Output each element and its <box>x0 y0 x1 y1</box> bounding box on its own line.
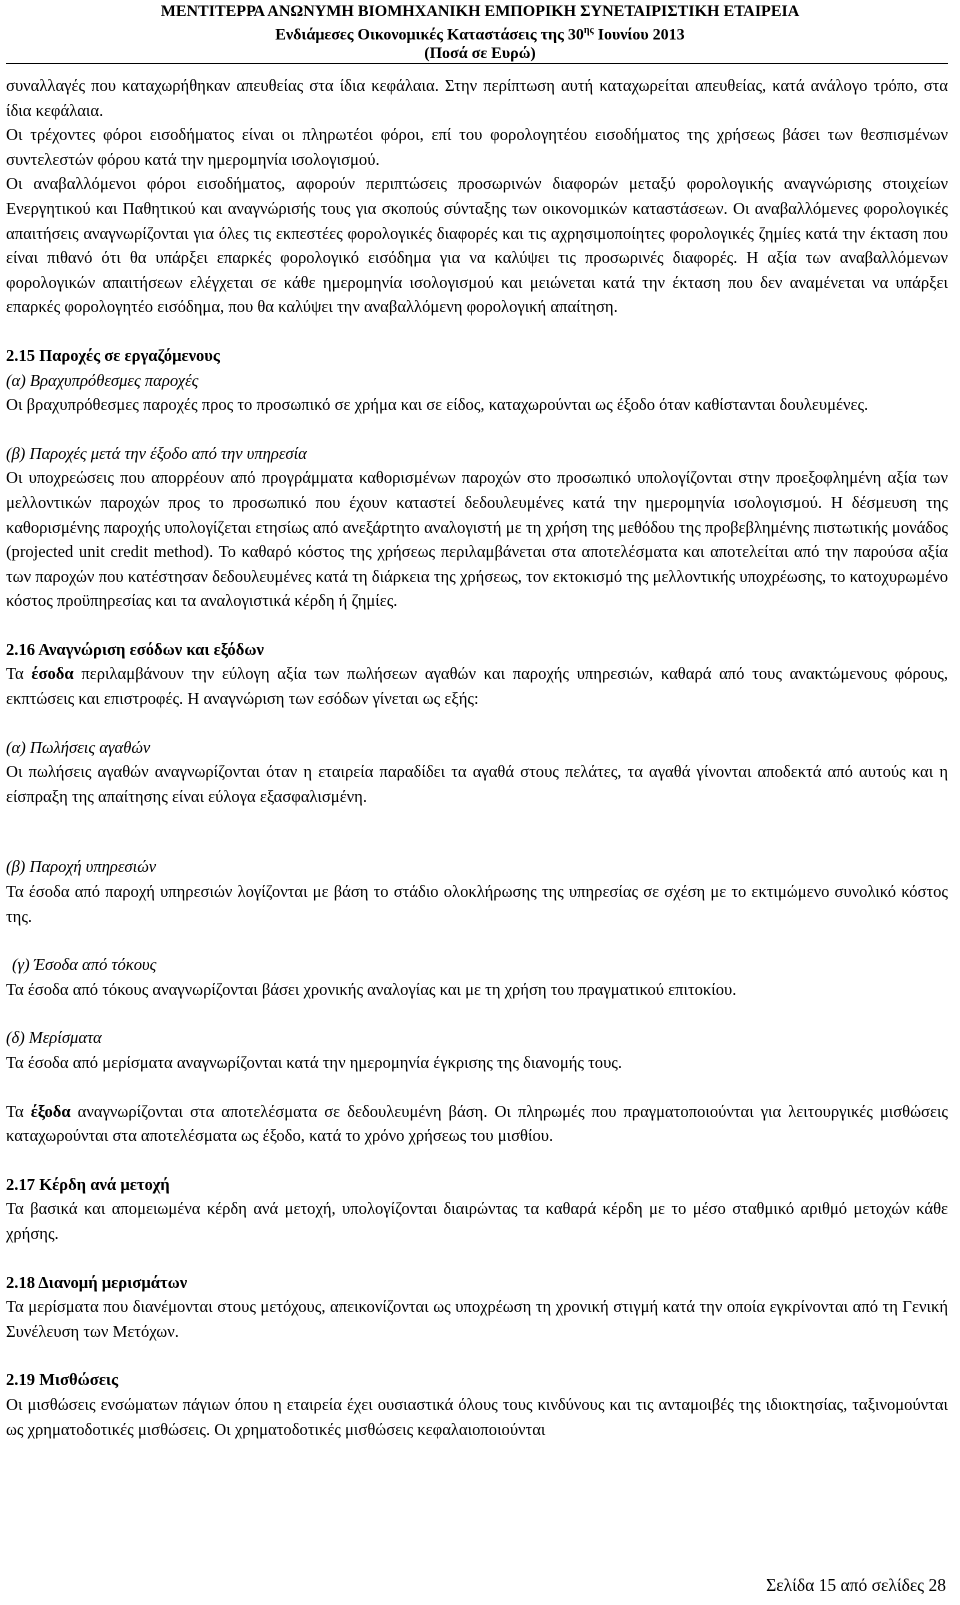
section-heading-2-15: 2.15 Παροχές σε εργαζόμενους <box>6 345 220 365</box>
section-heading-2-19: 2.19 Μισθώσεις <box>6 1370 119 1390</box>
paragraph-leases: Οι μισθώσεις ενσώματων πάγιων όπου η εταιρεία έχει ουσιαστικά όλους τους κινδύνους και τις ανταμοιβές της ιδιοκτησίας, ταξινομούνται ως χρηματοδοτικές μισθώσεις. Οι χρηματοδοτικές μισθώσεις κεφαλαιοποιούνται <box>6 1394 948 1439</box>
paragraph-interest-income: Τα έσοδα από τόκους αναγνωρίζονται βάσει χρονικής αναλογίας και με τη χρήση του πραγματικού επιτοκίου. <box>6 979 737 999</box>
paragraph-dividends: Τα έσοδα από μερίσματα αναγνωρίζονται κατά την ημερομηνία έγκρισης της διανομής τους. <box>6 1053 623 1072</box>
page-number: Σελίδα 15 από σελίδες 28 <box>766 1575 946 1595</box>
paragraph-expenses: Τα έξοδα αναγνωρίζονται στα αποτελέσματα σε δεδουλευμένη βάση. Οι πληρωμές που πραγματοποιούνται για λειτουργικές μισθώσεις καταχωρούνται στα αποτελέσματα ως έξοδο, κατά το χρόνο χρήσεως του μισθίου. <box>6 1101 948 1146</box>
paragraph-current-tax: Οι τρέχοντες φόροι εισοδήματος είναι οι πληρωτέοι φόροι, επί του φορολογητέου εισοδήματος της χρήσεως βάσει των θεσπισμένων συντελεστών φόρου κατά την ημερομηνία ισολογισμού. <box>6 125 948 169</box>
paragraph-revenue-recognition: Τα έσοδα περιλαμβάνουν την εύλογη αξία των πωλήσεων αγαθών και παροχής υπηρεσιών, καθαρά από τους ανακτώμενους φόρους, εκπτώσεις και επιστροφές. Η αναγνώριση των εσόδων γίνεται ως εξής: <box>6 664 948 709</box>
paragraph-deferred-tax: Οι αναβαλλόμενοι φόροι εισοδήματος, αφορούν περιπτώσεις προσωρινών διαφορών μεταξύ φορολογικής αναγνώρισης στοιχείων Ενεργητικού και Παθητικού και αναγνώρισής τους για σκοπούς σύνταξης των οικονομικών καταστάσεων. Οι αναβαλλόμενες φορολογικές απαιτήσεις αναγνωρίζονται για όλες τις εκπεστέες φορολογικές διαφορές και τις αχρησιμοποίητες φορολογικές ζημίες κατά την έκταση που είναι πιθανό ότι θα υπάρξει επαρκές φορολογικό εισόδημα για να καλύψει τις προσωρινές διαφορές. Η αξία των αναβαλλόμενων φορολογικών απαιτήσεων ελέγχεται σε κάθε ημερομηνία ισολογισμού και μειώνεται κατά την έκταση που δεν αναμένεται να υπάρξει επαρκές φορολογητέο εισόδημα, που θα καλύψει την αναβαλλόμενη φορολογική απαίτηση. <box>6 174 948 317</box>
paragraph-carry-over: συναλλαγές που καταχωρήθηκαν απευθείας στα ίδια κεφάλαια. Στην περίπτωση αυτή καταχωρείται απευθείας, κατά ανάλογο τρόπο, στα ίδια κεφάλαια. <box>6 76 948 120</box>
company-name: ΜΕΝΤΙΤΕΡΡΑ ΑΝΩΝΥΜΗ ΒΙΟΜΗΧΑΝΙΚΗ ΕΜΠΟΡΙΚΗ ΣΥΝΕΤΑΙΡΙΣΤΙΚΗ ΕΤΑΙΡΕΙΑ <box>160 3 800 20</box>
subheading-short-term-benefits: (α) Βραχυπρόθεσμες παροχές <box>6 370 199 390</box>
subheading-services: (β) Παροχή υπηρεσιών <box>6 857 157 877</box>
document-header <box>0 2 960 63</box>
paragraph-short-term-benefits: Οι βραχυπρόθεσμες παροχές προς το προσωπικό σε χρήμα και σε είδος, καταχωρούνται ως έξοδο όταν καθίστανται δουλευμένες. <box>6 395 869 415</box>
paragraph-post-employment: Οι υποχρεώσεις που απορρέουν από προγράμματα καθορισμένων παροχών στο προσωπικό υπολογίζονται στην προεξοφλημένη αξία των μελλοντικών παροχών προς το προσωπικό που έχουν καταστεί δεδουλευμένες κατά την ημερομηνία ισολογισμού. Η δέσμευση της καθορισμένης παροχής υπολογίζεται ετησίως από ανεξάρτητο αναλογιστή με τη χρήση της μεθόδου της προβεβλημένης πιστωτικής μονάδος (projected unit credit method). Το καθαρό κόστος της χρήσεως περιλαμβάνεται στα αποτελέσματα και αποτελείται από την παρούσα αξία των παροχών που κατέστησαν δεδουλευμένες κατά τη διάρκεια της χρήσεως, τον εκτοκισμό της μελλοντικής υποχρέωσης, το κατοχυρωμένο κόστος προϋπηρεσίας και τα αναλογιστικά κέρδη ή ζημίες. <box>6 468 948 611</box>
paragraph-earnings-per-share: Τα βασικά και απομειωμένα κέρδη ανά μετοχή, υπολογίζονται διαιρώντας τα καθαρά κέρδη με το μέσο σταθμικό αριθμό μετοχών κάθε χρήσης. <box>6 1199 948 1243</box>
subheading-sales-of-goods: (α) Πωλήσεις αγαθών <box>6 737 151 757</box>
currency-note: (Ποσά σε Ευρώ) <box>424 45 536 63</box>
paragraph-sales-of-goods: Οι πωλήσεις αγαθών αναγνωρίζονται όταν η εταιρεία παραδίδει τα αγαθά στους πελάτες, τα αγαθά γίνονται αποδεκτά από αυτούς και η είσπραξη της απαίτησης είναι εύλογα εξασφαλισμένη. <box>6 762 948 806</box>
paragraph-dividend-distribution: Τα μερίσματα που διανέμονται στους μετόχους, απεικονίζονται ως υποχρέωση τη χρονική στιγμή κατά την οποία εγκρίνονται από τη Γενική Συνέλευση των Μετόχων. <box>6 1297 948 1341</box>
statements-title: Ενδιάμεσες Οικονομικές Καταστάσεις της $30^{\eta\varsigma}$ Ιουνίου 2013 <box>275 25 685 44</box>
subheading-dividends: (δ) Μερίσματα <box>6 1028 102 1048</box>
section-heading-2-17: 2.17 Κέρδη ανά μετοχή <box>6 1174 170 1194</box>
section-heading-2-18: 2.18 Διανομή μερισμάτων <box>6 1272 188 1292</box>
subheading-interest-income: (γ) Έσοδα από τόκους <box>12 955 157 975</box>
subheading-post-employment: (β) Παροχές μετά την έξοδο από την υπηρεσία <box>6 443 307 463</box>
paragraph-services: Τα έσοδα από παροχή υπηρεσιών λογίζονται με βάση το στάδιο ολοκλήρωσης της υπηρεσίας σε σχέση με το εκτιμώμενο συνολικό κόστος της. <box>6 882 948 926</box>
header-divider <box>6 63 948 64</box>
section-heading-2-16: 2.16 Αναγνώριση εσόδων και εξόδων <box>6 639 264 659</box>
document-body <box>6 74 948 1442</box>
